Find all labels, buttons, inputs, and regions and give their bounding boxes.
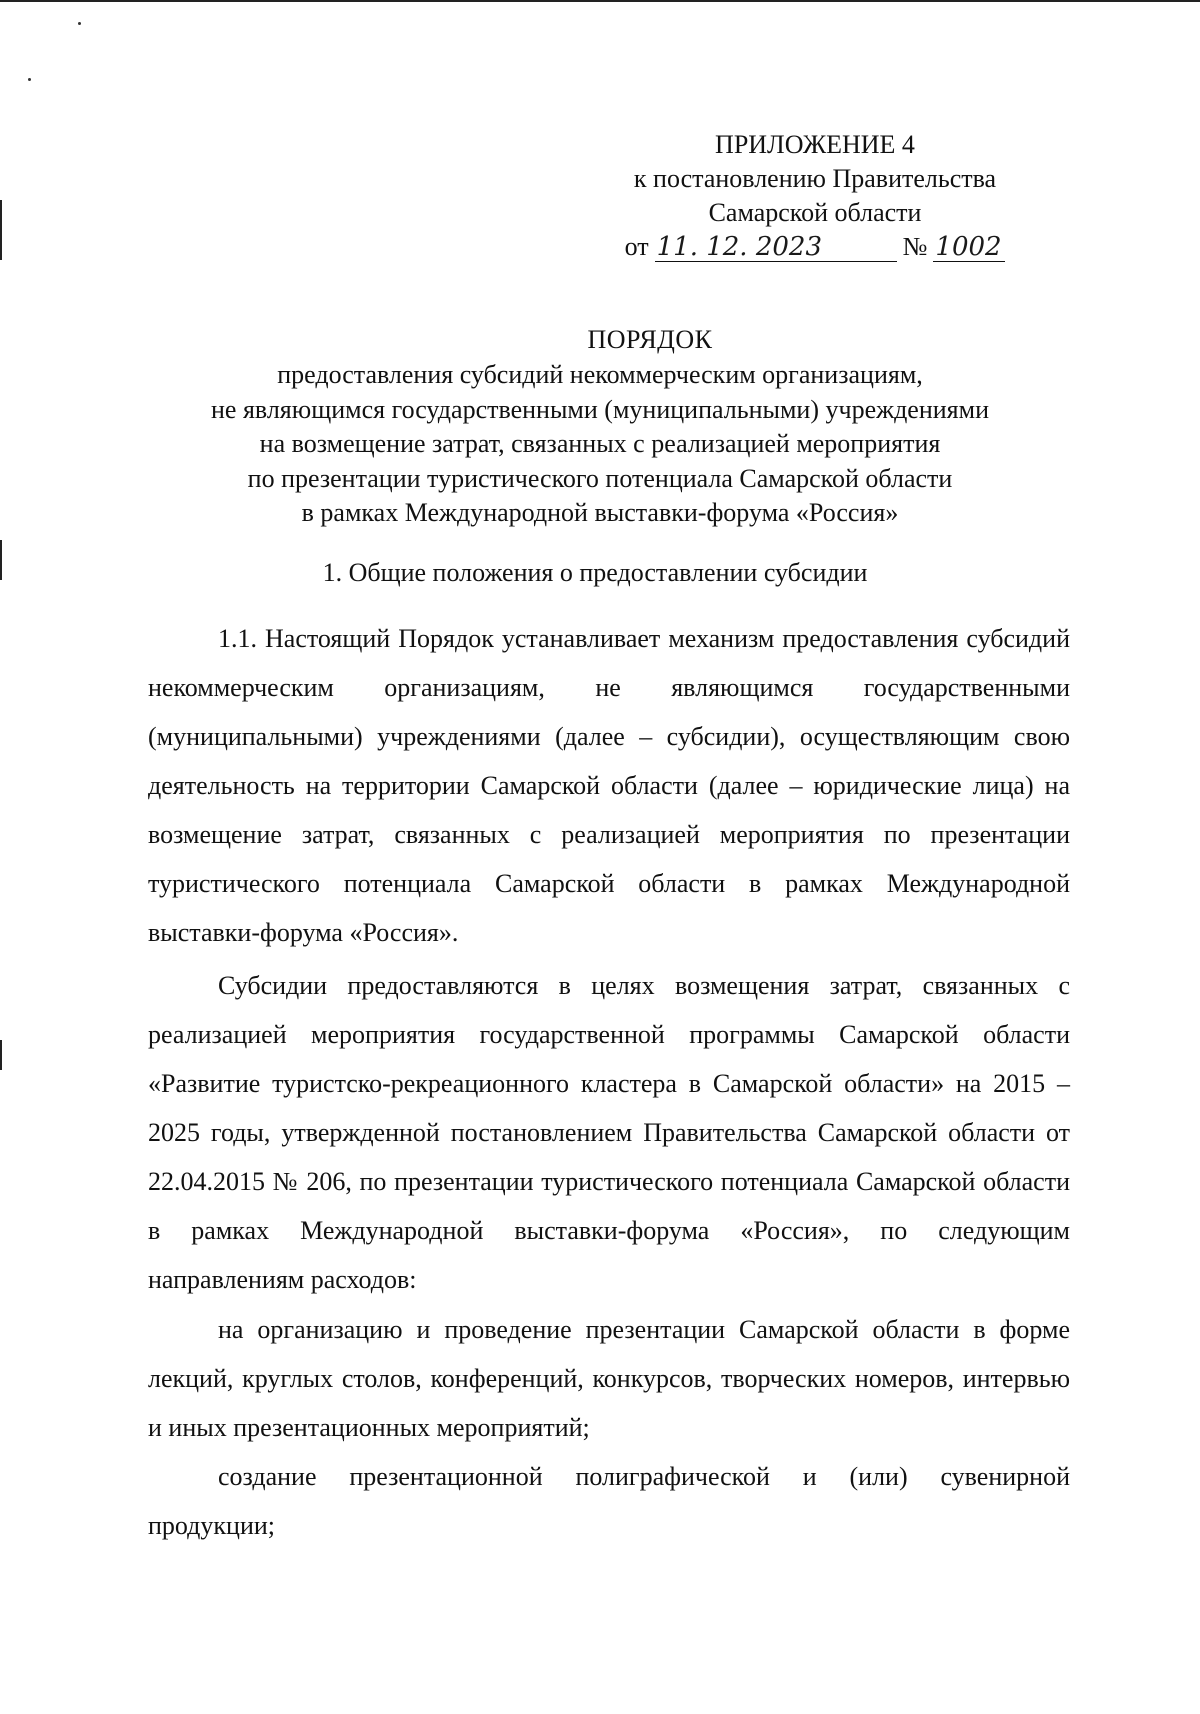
handwritten-date: 11. 12. 2023: [655, 233, 897, 262]
paragraph-text: на организацию и проведение презентации Самарской области в форме лекций, круглых столов, конференций, конкурсов, творческих номеров, интервью и иных презентационных мероприятий;: [148, 1315, 1070, 1442]
body-paragraph: [148, 1452, 1070, 1550]
scan-speck: [28, 78, 31, 81]
body-paragraph: [148, 961, 1070, 1304]
scan-left-mark: [0, 200, 2, 260]
document-subtitle: [150, 358, 1050, 531]
body-paragraph: [148, 614, 1070, 957]
document-title: ПОРЯДОК: [587, 325, 713, 354]
section-heading: 1. Общие положения о предоставлении субсидии: [322, 558, 868, 587]
paragraph-text: создание презентационной полиграфической и (или) сувенирной продукции;: [148, 1462, 1070, 1540]
body-paragraph: [148, 1305, 1070, 1452]
appendix-reference: к постановлению Правительства: [633, 164, 997, 193]
scan-top-border: [0, 0, 1200, 2]
date-prefix: от: [624, 232, 649, 261]
subtitle-line: на возмещение затрат, связанных с реализацией мероприятия: [259, 429, 941, 458]
subtitle-line: в рамках Международной выставки-форума «Россия»: [301, 498, 899, 527]
appendix-header: [560, 128, 1070, 264]
paragraph-text: 1.1. Настоящий Порядок устанавливает механизм предоставления субсидий некоммерческим организациям, не являющимся государственными (муниципальными) учреждениями (далее – субсидии), осуществляющим свою деятельность на территории Самарской области (далее – юридические лица) на возмещение затрат, связанных с реализацией мероприятия по презентации туристического потенциала Самарской области в рамках Международной выставки-форума «Россия».: [148, 624, 1070, 947]
paragraph-text: Субсидии предоставляются в целях возмещения затрат, связанных с реализацией мероприятия государственной программы Самарской области «Развитие туристско-рекреационного кластера в Самарской области» на 2015 – 2025 годы, утвержденной постановлением Правительства Самарской области от 22.04.2015 № 206, по презентации туристического потенциала Самарской области в рамках Международной выставки-форума «Россия», по следующим направлениям расходов:: [148, 971, 1070, 1294]
handwritten-number: 1002: [933, 233, 1005, 262]
subtitle-line: не являющимся государственными (муниципальными) учреждениями: [210, 394, 989, 424]
appendix-date-number-row: [560, 230, 1070, 264]
number-prefix: №: [902, 232, 928, 261]
appendix-region: Самарской области: [708, 198, 922, 227]
subtitle-line: по презентации туристического потенциала Самарской области: [247, 463, 953, 493]
subtitle-line: предоставления субсидий некоммерческим организациям,: [277, 360, 923, 389]
scan-speck: [78, 22, 81, 25]
appendix-number: ПРИЛОЖЕНИЕ 4: [715, 130, 915, 159]
scan-left-mark: [0, 540, 2, 580]
scan-left-mark: [0, 1040, 2, 1070]
